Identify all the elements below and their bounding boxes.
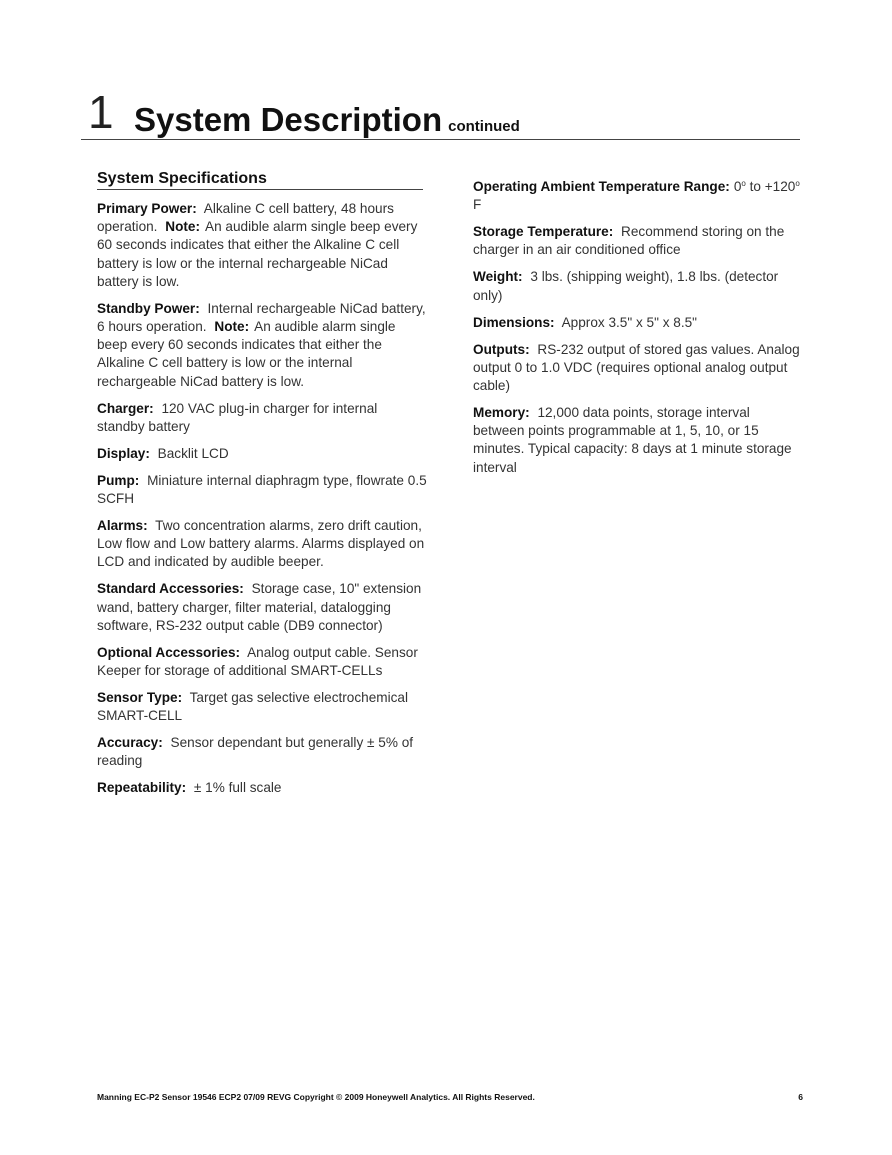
spec-standby-power [97, 300, 427, 391]
spec-text: RS-232 output of stored gas values. Analog output 0 to 1.0 VDC (requires optional analog output cable) [473, 341, 800, 394]
title-text: System Description [134, 101, 443, 138]
note-text: An audible alarm single beep every 60 seconds indicates that either the Alkaline C cell battery is low or the internal rechargeable NiCad battery is low. [97, 319, 396, 389]
spec-accuracy [97, 734, 427, 770]
spec-dimensions [473, 314, 803, 332]
spec-text: Two concentration alarms, zero drift caution, Low flow and Low battery alarms. Alarms displayed on LCD and indicated by audible beeper. [97, 518, 425, 570]
spec-alarms [97, 517, 427, 572]
spec-text: Storage case, 10" extension wand, battery charger, filter material, datalogging software, RS-232 output cable (DB9 connector) [97, 581, 422, 633]
right-column [473, 175, 803, 486]
spec-text: 3 lbs. (shipping weight), 1.8 lbs. (detector only) [473, 269, 779, 303]
spec-display [97, 445, 427, 463]
temp-high: to +120 [749, 179, 796, 194]
degree-mark: o [741, 179, 746, 188]
spec-primary-power [97, 200, 427, 291]
spec-text: Target gas selective electrochemical SMART-CELL [97, 690, 408, 724]
spec-text: Miniature internal diaphragm type, flowrate 0.5 SCFH [97, 472, 427, 507]
header-divider [81, 139, 800, 140]
spec-label: Dimensions: [473, 314, 555, 330]
spec-label: Standard Accessories: [97, 581, 244, 597]
spec-label: Memory: [473, 405, 530, 421]
spec-label: Storage Temperature: [473, 224, 614, 240]
spec-label: Optional Accessories: [97, 644, 241, 660]
section-heading: System Specifications [97, 170, 423, 190]
spec-label: Alarms: [97, 518, 148, 534]
spec-text: Backlit LCD [157, 445, 229, 461]
spec-label: Standby Power: [97, 300, 200, 316]
left-column [97, 170, 427, 806]
spec-text: Approx 3.5" x 5" x 8.5" [561, 314, 697, 330]
spec-text: Recommend storing on the charger in an air conditioned office [473, 224, 785, 258]
footer-copyright: Manning EC-P2 Sensor 19546 ECP2 07/09 REVG Copyright © 2009 Honeywell Analytics. All Rights Reserved. [97, 1092, 535, 1102]
spec-label: Outputs: [473, 341, 530, 357]
title-suffix: continued [448, 118, 520, 135]
spec-optional-accessories [97, 644, 427, 680]
spec-label: Charger: [97, 400, 154, 416]
spec-pump [97, 472, 427, 508]
spec-label: Weight: [473, 269, 523, 285]
spec-text: ± 1% full scale [193, 780, 282, 796]
spec-charger [97, 400, 427, 436]
page-number: 6 [798, 1092, 803, 1102]
spec-text: Analog output cable. Sensor Keeper for storage of additional SMART-CELLs [97, 644, 418, 679]
note-text: An audible alarm single beep every 60 seconds indicates that either the Alkaline C cell battery is low or the internal rechargeable NiCad battery is low. [97, 219, 418, 289]
spec-storage-temperature [473, 223, 803, 259]
spec-sensor-type [97, 689, 427, 725]
note-label: Note: [214, 319, 250, 335]
temp-low: 0 [733, 179, 742, 194]
degree-mark: o [795, 179, 800, 188]
spec-label: Operating Ambient Temperature Range: [473, 179, 730, 194]
spec-temperature-range [473, 175, 803, 214]
temp-unit: F [473, 197, 482, 213]
spec-label: Repeatability: [97, 780, 187, 796]
spec-label: Display: [97, 445, 150, 461]
spec-label: Accuracy: [97, 735, 163, 751]
spec-weight [473, 268, 803, 304]
spec-memory [473, 404, 803, 477]
spec-text: Alkaline C cell battery, 48 hours operation. [97, 201, 394, 235]
spec-label: Pump: [97, 472, 140, 488]
chapter-number: 1 [88, 86, 114, 138]
spec-standard-accessories [97, 580, 427, 635]
page-footer [97, 1092, 803, 1102]
spec-text: 120 VAC plug-in charger for internal standby battery [97, 400, 378, 434]
spec-text: Sensor dependant but generally ± 5% of reading [97, 735, 414, 769]
spec-label: Sensor Type: [97, 690, 183, 706]
spec-text: 12,000 data points, storage interval between points programmable at 1, 5, 10, or 15 minutes. Typical capacity: 8 days at 1 minute storage interval [473, 405, 792, 475]
note-label: Note: [165, 219, 200, 235]
spec-label: Primary Power: [97, 201, 197, 216]
spec-text: Internal rechargeable NiCad battery, 6 hours operation. [97, 300, 426, 335]
spec-repeatability [97, 779, 427, 797]
spec-outputs [473, 341, 803, 396]
